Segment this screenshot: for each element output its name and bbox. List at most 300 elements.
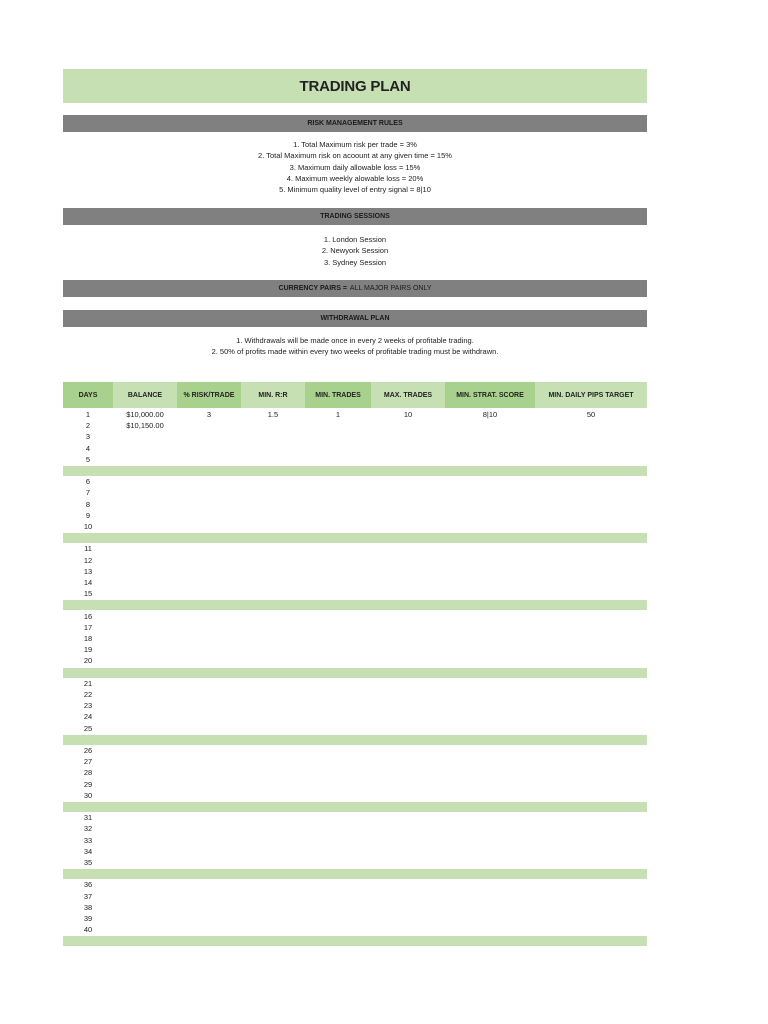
table-cell[interactable] xyxy=(241,902,305,913)
table-cell[interactable]: 1 xyxy=(85,410,91,419)
table-cell[interactable] xyxy=(371,689,445,700)
table-cell[interactable] xyxy=(371,711,445,722)
table-cell[interactable] xyxy=(241,454,305,465)
table-cell[interactable] xyxy=(177,902,241,913)
table-cell[interactable] xyxy=(177,846,241,857)
table-cell[interactable] xyxy=(305,655,371,666)
table-cell[interactable] xyxy=(241,622,305,633)
table-cell[interactable] xyxy=(445,767,535,778)
table-cell[interactable]: 4 xyxy=(85,443,91,453)
table-cell[interactable]: 37 xyxy=(83,891,93,901)
table-cell[interactable] xyxy=(535,443,647,454)
table-cell[interactable]: 1 xyxy=(335,410,341,419)
table-cell[interactable] xyxy=(535,577,647,588)
table-cell[interactable]: 25 xyxy=(83,723,93,733)
table-cell[interactable]: 9 xyxy=(85,510,91,520)
table-cell[interactable] xyxy=(445,723,535,734)
table-cell[interactable] xyxy=(371,924,445,935)
table-cell[interactable] xyxy=(535,521,647,532)
table-cell[interactable] xyxy=(445,835,535,846)
table-cell[interactable] xyxy=(241,700,305,711)
table-cell[interactable] xyxy=(113,846,177,857)
table-cell[interactable] xyxy=(445,779,535,790)
table-cell[interactable] xyxy=(305,823,371,834)
table-cell[interactable] xyxy=(177,812,241,823)
table-cell[interactable] xyxy=(535,510,647,521)
table-cell[interactable] xyxy=(371,812,445,823)
table-cell[interactable] xyxy=(113,745,177,756)
table-cell[interactable] xyxy=(113,633,177,644)
table-cell[interactable] xyxy=(241,711,305,722)
table-cell[interactable] xyxy=(177,857,241,868)
table-cell[interactable]: 28 xyxy=(83,768,93,778)
table-cell[interactable] xyxy=(241,510,305,521)
table-cell[interactable] xyxy=(371,510,445,521)
table-cell[interactable]: $10,000.00 xyxy=(126,410,164,419)
table-cell[interactable]: 10 xyxy=(83,522,93,531)
table-cell[interactable] xyxy=(113,767,177,778)
table-cell[interactable] xyxy=(241,689,305,700)
table-cell[interactable] xyxy=(241,543,305,554)
table-cell[interactable] xyxy=(535,700,647,711)
table-cell[interactable] xyxy=(371,543,445,554)
table-cell[interactable] xyxy=(371,622,445,633)
table-cell[interactable] xyxy=(371,913,445,924)
table-cell[interactable] xyxy=(535,779,647,790)
table-cell[interactable] xyxy=(305,454,371,465)
table-cell[interactable] xyxy=(113,644,177,655)
table-cell[interactable] xyxy=(113,431,177,442)
table-cell[interactable] xyxy=(305,891,371,902)
table-cell[interactable]: 2 xyxy=(85,421,91,431)
table-cell[interactable]: 50 xyxy=(586,410,596,419)
table-cell[interactable]: 24 xyxy=(83,712,93,722)
table-cell[interactable] xyxy=(371,902,445,913)
table-cell[interactable] xyxy=(535,812,647,823)
table-cell[interactable] xyxy=(535,633,647,644)
table-cell[interactable] xyxy=(535,476,647,487)
table-cell[interactable] xyxy=(177,644,241,655)
table-cell[interactable]: 35 xyxy=(83,858,93,867)
table-cell[interactable] xyxy=(177,555,241,566)
table-cell[interactable] xyxy=(535,689,647,700)
table-cell[interactable] xyxy=(241,846,305,857)
table-cell[interactable] xyxy=(535,767,647,778)
table-cell[interactable] xyxy=(445,678,535,689)
table-cell[interactable] xyxy=(177,700,241,711)
table-cell[interactable] xyxy=(241,891,305,902)
table-cell[interactable] xyxy=(445,543,535,554)
table-cell[interactable] xyxy=(177,633,241,644)
table-cell[interactable] xyxy=(177,835,241,846)
table-cell[interactable] xyxy=(535,835,647,846)
table-cell[interactable] xyxy=(445,756,535,767)
table-cell[interactable] xyxy=(371,655,445,666)
table-cell[interactable] xyxy=(177,711,241,722)
table-cell[interactable] xyxy=(305,790,371,801)
table-cell[interactable] xyxy=(445,521,535,532)
table-cell[interactable] xyxy=(445,745,535,756)
table-cell[interactable]: 17 xyxy=(83,622,93,632)
table-cell[interactable]: 21 xyxy=(83,678,93,688)
table-cell[interactable] xyxy=(445,499,535,510)
table-cell[interactable] xyxy=(305,633,371,644)
table-cell[interactable] xyxy=(305,443,371,454)
table-cell[interactable] xyxy=(177,823,241,834)
table-cell[interactable] xyxy=(371,555,445,566)
table-cell[interactable]: 34 xyxy=(83,846,93,856)
table-cell[interactable] xyxy=(241,767,305,778)
table-cell[interactable] xyxy=(445,577,535,588)
table-cell[interactable] xyxy=(371,588,445,599)
table-cell[interactable]: 16 xyxy=(83,611,93,621)
table-cell[interactable] xyxy=(241,812,305,823)
table-cell[interactable] xyxy=(241,431,305,442)
table-cell[interactable] xyxy=(535,879,647,890)
table-cell[interactable] xyxy=(177,510,241,521)
table-cell[interactable] xyxy=(445,420,535,431)
table-cell[interactable] xyxy=(177,745,241,756)
table-cell[interactable]: 40 xyxy=(83,925,93,935)
table-cell[interactable] xyxy=(113,454,177,465)
table-cell[interactable] xyxy=(535,622,647,633)
table-cell[interactable] xyxy=(113,510,177,521)
table-cell[interactable] xyxy=(241,790,305,801)
table-cell[interactable]: 29 xyxy=(83,779,93,789)
table-cell[interactable] xyxy=(241,420,305,431)
table-cell[interactable] xyxy=(305,902,371,913)
table-cell[interactable] xyxy=(445,689,535,700)
table-cell[interactable] xyxy=(113,521,177,532)
table-cell[interactable] xyxy=(177,487,241,498)
table-cell[interactable] xyxy=(113,443,177,454)
table-cell[interactable] xyxy=(305,611,371,622)
table-cell[interactable] xyxy=(305,566,371,577)
table-cell[interactable]: 8|10 xyxy=(482,410,498,419)
table-cell[interactable] xyxy=(241,723,305,734)
table-cell[interactable] xyxy=(113,622,177,633)
table-cell[interactable]: 10 xyxy=(403,410,413,419)
table-cell[interactable] xyxy=(535,431,647,442)
table-cell[interactable] xyxy=(371,420,445,431)
table-cell[interactable] xyxy=(535,857,647,868)
table-cell[interactable] xyxy=(177,689,241,700)
table-cell[interactable] xyxy=(241,924,305,935)
table-cell[interactable] xyxy=(305,678,371,689)
table-cell[interactable] xyxy=(445,454,535,465)
table-cell[interactable] xyxy=(535,543,647,554)
table-cell[interactable] xyxy=(445,487,535,498)
table-cell[interactable] xyxy=(241,521,305,532)
table-cell[interactable] xyxy=(241,443,305,454)
table-cell[interactable] xyxy=(445,846,535,857)
table-cell[interactable] xyxy=(371,745,445,756)
table-cell[interactable] xyxy=(371,577,445,588)
table-cell[interactable] xyxy=(113,891,177,902)
table-cell[interactable] xyxy=(371,767,445,778)
table-cell[interactable]: 33 xyxy=(83,835,93,845)
table-cell[interactable] xyxy=(445,476,535,487)
table-cell[interactable] xyxy=(241,577,305,588)
table-cell[interactable] xyxy=(241,476,305,487)
table-cell[interactable] xyxy=(177,655,241,666)
table-cell[interactable] xyxy=(177,476,241,487)
table-cell[interactable] xyxy=(113,913,177,924)
table-cell[interactable] xyxy=(371,611,445,622)
table-cell[interactable] xyxy=(241,487,305,498)
table-cell[interactable] xyxy=(371,521,445,532)
table-cell[interactable]: 30 xyxy=(83,790,93,800)
table-cell[interactable] xyxy=(113,476,177,487)
table-cell[interactable] xyxy=(177,913,241,924)
table-cell[interactable]: 13 xyxy=(83,566,93,576)
table-cell[interactable] xyxy=(445,879,535,890)
table-cell[interactable] xyxy=(177,588,241,599)
table-cell[interactable] xyxy=(535,420,647,431)
table-cell[interactable] xyxy=(177,767,241,778)
table-cell[interactable] xyxy=(445,622,535,633)
table-cell[interactable]: 27 xyxy=(83,757,93,767)
table-cell[interactable] xyxy=(305,723,371,734)
table-cell[interactable] xyxy=(177,924,241,935)
table-cell[interactable]: 3 xyxy=(206,410,212,419)
table-cell[interactable] xyxy=(241,566,305,577)
table-cell[interactable] xyxy=(445,633,535,644)
table-cell[interactable]: 3 xyxy=(85,432,91,442)
table-cell[interactable] xyxy=(535,846,647,857)
table-cell[interactable] xyxy=(177,891,241,902)
table-cell[interactable] xyxy=(371,846,445,857)
table-cell[interactable] xyxy=(535,823,647,834)
table-cell[interactable] xyxy=(371,443,445,454)
table-cell[interactable] xyxy=(305,767,371,778)
table-cell[interactable] xyxy=(177,790,241,801)
table-cell[interactable] xyxy=(113,779,177,790)
table-cell[interactable]: 22 xyxy=(83,690,93,699)
table-cell[interactable] xyxy=(535,454,647,465)
table-cell[interactable] xyxy=(371,835,445,846)
table-cell[interactable] xyxy=(241,835,305,846)
table-cell[interactable] xyxy=(305,622,371,633)
table-cell[interactable] xyxy=(305,846,371,857)
table-cell[interactable] xyxy=(535,711,647,722)
table-cell[interactable] xyxy=(371,644,445,655)
table-cell[interactable] xyxy=(305,431,371,442)
table-cell[interactable] xyxy=(241,823,305,834)
table-cell[interactable] xyxy=(535,924,647,935)
table-cell[interactable] xyxy=(305,745,371,756)
table-cell[interactable] xyxy=(305,835,371,846)
table-cell[interactable]: 20 xyxy=(83,656,93,666)
table-cell[interactable] xyxy=(371,566,445,577)
table-cell[interactable] xyxy=(305,521,371,532)
table-cell[interactable]: 19 xyxy=(83,645,93,655)
table-cell[interactable] xyxy=(445,700,535,711)
table-cell[interactable] xyxy=(305,588,371,599)
table-cell[interactable] xyxy=(305,555,371,566)
table-cell[interactable]: 32 xyxy=(83,824,93,834)
table-cell[interactable] xyxy=(113,611,177,622)
table-cell[interactable] xyxy=(241,555,305,566)
table-cell[interactable] xyxy=(113,700,177,711)
table-cell[interactable] xyxy=(445,655,535,666)
table-cell[interactable]: 8 xyxy=(85,499,91,509)
table-cell[interactable] xyxy=(113,790,177,801)
table-cell[interactable] xyxy=(177,566,241,577)
table-cell[interactable] xyxy=(535,499,647,510)
table-cell[interactable]: 6 xyxy=(85,477,91,487)
table-cell[interactable] xyxy=(241,745,305,756)
table-cell[interactable] xyxy=(535,655,647,666)
table-cell[interactable] xyxy=(177,443,241,454)
table-cell[interactable] xyxy=(113,543,177,554)
table-cell[interactable] xyxy=(305,577,371,588)
table-cell[interactable] xyxy=(445,823,535,834)
table-cell[interactable] xyxy=(371,779,445,790)
table-cell[interactable] xyxy=(371,790,445,801)
table-cell[interactable] xyxy=(113,857,177,868)
table-cell[interactable] xyxy=(371,723,445,734)
table-cell[interactable] xyxy=(113,756,177,767)
table-cell[interactable] xyxy=(371,476,445,487)
table-cell[interactable] xyxy=(113,835,177,846)
table-cell[interactable] xyxy=(113,689,177,700)
table-cell[interactable]: 38 xyxy=(83,902,93,912)
table-cell[interactable] xyxy=(445,611,535,622)
table-cell[interactable] xyxy=(445,443,535,454)
table-cell[interactable] xyxy=(177,779,241,790)
table-cell[interactable] xyxy=(445,790,535,801)
table-cell[interactable] xyxy=(305,510,371,521)
table-cell[interactable] xyxy=(177,431,241,442)
table-cell[interactable]: 5 xyxy=(85,454,91,464)
table-cell[interactable] xyxy=(371,633,445,644)
table-cell[interactable] xyxy=(113,812,177,823)
table-cell[interactable] xyxy=(177,622,241,633)
table-cell[interactable] xyxy=(113,499,177,510)
table-cell[interactable] xyxy=(177,454,241,465)
table-cell[interactable] xyxy=(305,879,371,890)
table-cell[interactable] xyxy=(535,678,647,689)
table-cell[interactable] xyxy=(371,857,445,868)
table-cell[interactable] xyxy=(113,555,177,566)
table-cell[interactable] xyxy=(305,543,371,554)
table-cell[interactable]: 14 xyxy=(83,578,93,587)
table-cell[interactable] xyxy=(113,678,177,689)
table-cell[interactable] xyxy=(445,644,535,655)
table-cell[interactable]: 12 xyxy=(83,555,93,565)
table-cell[interactable] xyxy=(113,902,177,913)
table-cell[interactable] xyxy=(371,454,445,465)
table-cell[interactable] xyxy=(113,723,177,734)
table-cell[interactable] xyxy=(445,510,535,521)
table-cell[interactable] xyxy=(445,924,535,935)
table-cell[interactable] xyxy=(177,543,241,554)
table-cell[interactable] xyxy=(241,857,305,868)
table-cell[interactable] xyxy=(535,891,647,902)
table-cell[interactable] xyxy=(305,689,371,700)
table-cell[interactable] xyxy=(113,823,177,834)
table-cell[interactable]: 7 xyxy=(85,488,91,498)
table-cell[interactable] xyxy=(241,611,305,622)
table-cell[interactable]: 26 xyxy=(83,746,93,755)
table-cell[interactable] xyxy=(177,678,241,689)
table-cell[interactable] xyxy=(113,924,177,935)
table-cell[interactable] xyxy=(177,521,241,532)
table-cell[interactable] xyxy=(535,588,647,599)
table-cell[interactable] xyxy=(177,420,241,431)
table-cell[interactable] xyxy=(371,487,445,498)
table-cell[interactable] xyxy=(445,812,535,823)
table-cell[interactable] xyxy=(445,555,535,566)
table-cell[interactable] xyxy=(371,823,445,834)
table-cell[interactable] xyxy=(113,879,177,890)
table-cell[interactable] xyxy=(305,756,371,767)
table-cell[interactable] xyxy=(535,611,647,622)
table-cell[interactable] xyxy=(113,655,177,666)
table-cell[interactable] xyxy=(241,499,305,510)
table-cell[interactable] xyxy=(445,566,535,577)
table-cell[interactable] xyxy=(177,611,241,622)
table-cell[interactable] xyxy=(445,857,535,868)
table-cell[interactable] xyxy=(305,487,371,498)
table-cell[interactable] xyxy=(445,711,535,722)
table-cell[interactable]: $10,150.00 xyxy=(126,421,164,431)
table-cell[interactable] xyxy=(535,566,647,577)
table-cell[interactable] xyxy=(371,431,445,442)
table-cell[interactable] xyxy=(241,678,305,689)
table-cell[interactable] xyxy=(241,879,305,890)
table-cell[interactable] xyxy=(535,555,647,566)
table-cell[interactable] xyxy=(535,745,647,756)
table-cell[interactable] xyxy=(241,756,305,767)
table-cell[interactable] xyxy=(535,644,647,655)
table-cell[interactable] xyxy=(371,700,445,711)
table-cell[interactable]: 39 xyxy=(83,914,93,923)
table-cell[interactable] xyxy=(305,644,371,655)
table-cell[interactable] xyxy=(305,420,371,431)
table-cell[interactable] xyxy=(535,902,647,913)
table-cell[interactable] xyxy=(241,644,305,655)
table-cell[interactable]: 15 xyxy=(83,589,93,599)
table-cell[interactable] xyxy=(535,723,647,734)
table-cell[interactable] xyxy=(241,588,305,599)
table-cell[interactable] xyxy=(177,577,241,588)
table-cell[interactable]: 18 xyxy=(83,634,93,643)
table-cell[interactable] xyxy=(445,902,535,913)
table-cell[interactable] xyxy=(371,891,445,902)
table-cell[interactable] xyxy=(535,756,647,767)
table-cell[interactable] xyxy=(241,779,305,790)
table-cell[interactable] xyxy=(305,476,371,487)
table-cell[interactable] xyxy=(535,790,647,801)
table-cell[interactable] xyxy=(305,812,371,823)
table-cell[interactable] xyxy=(113,577,177,588)
table-cell[interactable] xyxy=(371,756,445,767)
table-cell[interactable] xyxy=(445,588,535,599)
table-cell[interactable] xyxy=(305,711,371,722)
table-cell[interactable] xyxy=(445,913,535,924)
table-cell[interactable] xyxy=(305,913,371,924)
table-cell[interactable] xyxy=(535,487,647,498)
table-cell[interactable] xyxy=(371,879,445,890)
table-cell[interactable]: 36 xyxy=(83,880,93,890)
table-cell[interactable] xyxy=(177,499,241,510)
table-cell[interactable] xyxy=(177,879,241,890)
table-cell[interactable] xyxy=(241,913,305,924)
table-cell[interactable] xyxy=(113,487,177,498)
table-cell[interactable] xyxy=(177,723,241,734)
